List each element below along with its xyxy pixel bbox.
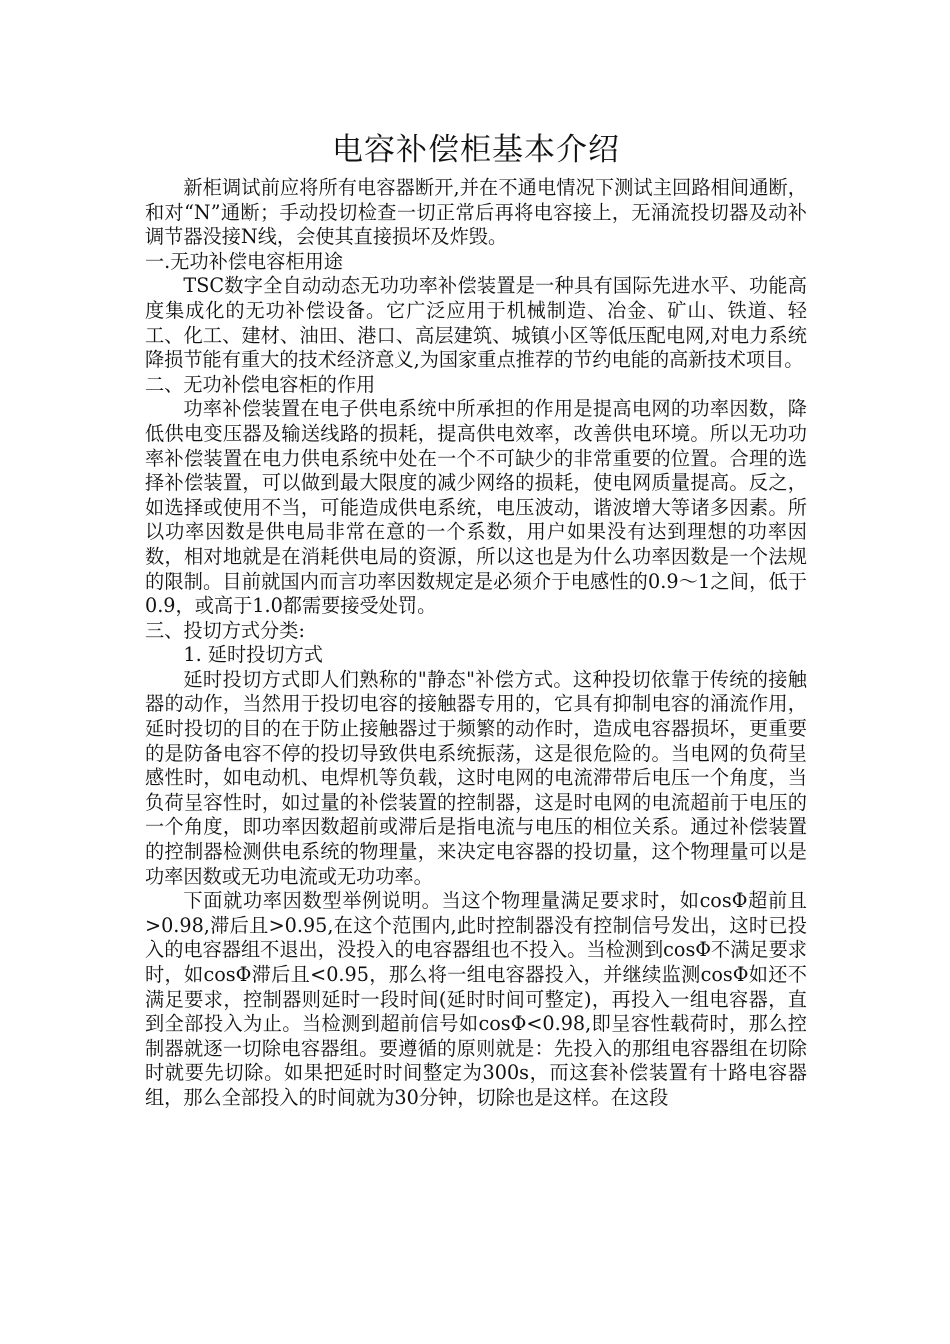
document-title: 电容补偿柜基本介绍 — [332, 132, 620, 168]
document-page — [145, 130, 807, 1111]
section-1-paragraph: TSC数字全自动动态无功功率补偿装置是一种具有国际先进水平、功能高度集成化的无功补偿设备。它广泛应用于机械制造、冶金、矿山、铁道、轻工、化工、建材、油田、港口、高层建筑、城镇小区等低压配电网,对电力系统降损节能有重大的技术经济意义,为国家重点推荐的节约电能的高新技术项目。 — [145, 274, 807, 372]
section-2-paragraph: 功率补偿装置在电子供电系统中所承担的作用是提高电网的功率因数，降低供电变压器及输送线路的损耗，提高供电效率，改善供电环境。所以无功功率补偿装置在电力供电系统中处在一个不可缺少的非常重要的位置。合理的选择补偿装置，可以做到最大限度的减少网络的损耗，使电网质量提高。反之，如选择或使用不当，可能造成供电系统，电压波动，谐波增大等诸多因素。所以功率因数是供电局非常在意的一个系数，用户如果没有达到理想的功率因数，相对地就是在消耗供电局的资源，所以这也是为什么功率因数是一个法规的限制。目前就国内而言功率因数规定是必须介于电感性的0.9～1之间，低于0.9，或高于1.0都需要接受处罚。 — [145, 397, 807, 618]
section-1-heading: 一.无功补偿电容柜用途 — [145, 249, 343, 273]
section-2-heading: 二、无功补偿电容柜的作用 — [145, 372, 376, 396]
intro-paragraph: 新柜调试前应将所有电容器断开,并在不通电情况下测试主回路相间通断，和对“N”通断；手动投切检查一切正常后再将电容接上，无涌流投切器及动补调节器没接N线，会使其直接损坏及炸毁。 — [145, 176, 807, 249]
section-3-heading: 三、投切方式分类: — [145, 618, 305, 642]
section-3-paragraph-1: 延时投切方式即人们熟称的"静态"补偿方式。这种投切依靠于传统的接触器的动作，当然用于投切电容的接触器专用的，它具有抑制电容的涌流作用，延时投切的目的在于防止接触器过于频繁的动作时，造成电容器损坏，更重要的是防备电容不停的投切导致供电系统振荡，这是很危险的。当电网的负荷呈感性时，如电动机、电焊机等负载，这时电网的电流滞带后电压一个角度，当负荷呈容性时，如过量的补偿装置的控制器，这是时电网的电流超前于电压的一个角度，即功率因数超前或滞后是指电流与电压的相位关系。通过补偿装置的控制器检测供电系统的物理量，来决定电容器的投切量，这个物理量可以是功率因数或无功电流或无功功率。 — [145, 667, 807, 888]
section-3-subheading: 1. 延时投切方式 — [183, 643, 323, 667]
section-3-paragraph-2: 下面就功率因数型举例说明。当这个物理量满足要求时，如cosΦ超前且>0.98,滞后且>0.95,在这个范围内,此时控制器没有控制信号发出，这时已投入的电容器组不退出，没投入的电容器组也不投入。当检测到cosΦ不满足要求时，如cosΦ滞后且<0.95，那么将一组电容器投入，并继续监测cosΦ如还不满足要求，控制器则延时一段时间(延时时间可整定)，再投入一组电容器，直到全部投入为止。当检测到超前信号如cosΦ<0.98,即呈容性载荷时，那么控制器就逐一切除电容器组。要遵循的原则就是：先投入的那组电容器组在切除时就要先切除。如果把延时时间整定为300s，而这套补偿装置有十路电容器组，那么全部投入的时间就为30分钟，切除也是这样。在这段 — [145, 889, 807, 1109]
